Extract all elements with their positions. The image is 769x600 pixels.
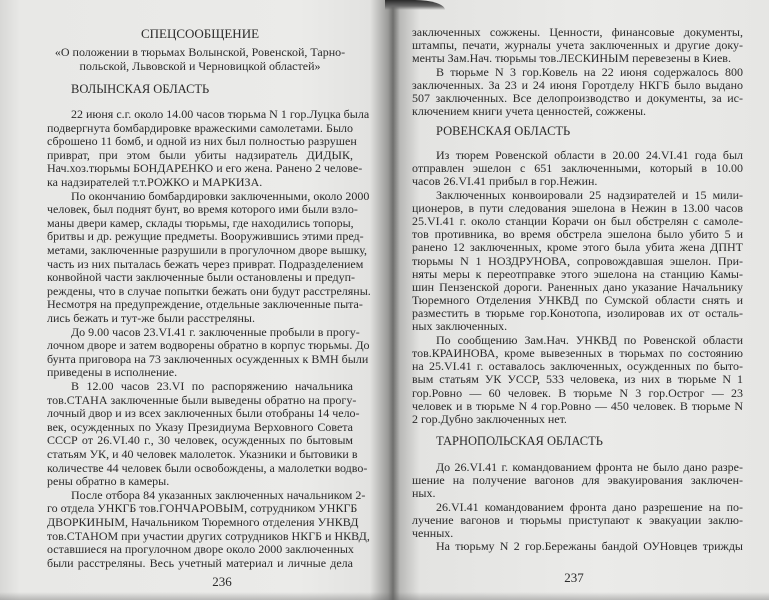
text-line: В 12.00 часов 23.VI по распоряжению начальника: [71, 379, 353, 393]
text-line: ных заключенных.: [412, 319, 508, 334]
text-line: До 9.00 часов 23.VI.41 г. заключенные пробыли в прогу-: [71, 324, 360, 339]
text-line: ранено 12 заключенных, кроме этого была убита жена ДПНТ: [412, 240, 743, 255]
text-line: До 26.VI.41 г. командованием фронта не было дано разре-: [436, 460, 743, 474]
text-line: заключенных сожжены. Ценности, финансовые документы,: [412, 25, 743, 39]
text-line: тюрьмы N 1 НОЗДРУНОВА, сопровождавшая эшелон. При-: [412, 253, 743, 268]
paragraph: [412, 501, 743, 541]
text-line: метами, заключенные разрушили в прогулочном дворе вышку,: [47, 242, 368, 257]
text-line: ключением книги учета ценностей, сожжены.: [412, 104, 647, 119]
paragraph: [47, 324, 370, 380]
text-line: ДВОРКИНЫМ, Начальником Тюремного отделения УНКВД: [47, 514, 359, 529]
text-line: Несмотря на предупреждение, отдельные заключенные пыта-: [47, 297, 363, 312]
paragraph: [412, 461, 743, 501]
document-title: [47, 27, 353, 41]
text-line: 22 июня с.г. около 14.00 часов тюрьма N 1 гор.Луцка была: [71, 107, 370, 121]
text-line: го отдела УНКГБ тов.ГОНЧАРОВЫМ, сотрудником УНКГБ: [47, 501, 358, 516]
page-bottom-edge: [0, 592, 769, 600]
text-line: РОВЕНСКАЯ ОБЛАСТЬ: [436, 124, 571, 138]
text-line: маны двери камер, склады тюрьмы, где находились топоры,: [47, 215, 354, 230]
text-line: штампы, печати, журналы учета заключенных и другие доку-: [412, 38, 743, 53]
text-line: 2 гор.Дубно заключенных нет.: [412, 411, 567, 426]
text-line: тов противника, во время обстрела эшелона было убито 5 и: [412, 227, 743, 242]
page-number-right: 237: [564, 570, 584, 585]
text-line: бунта приговора на 73 заключенных осужденных к ВМН были: [47, 351, 369, 366]
text-line: шин Пензенской дороги. Раненных дано указание Начальнику: [412, 279, 743, 294]
text-line: гор.Ровно — 60 человек. В тюрьме N 3 гор.Острог — 23: [412, 385, 743, 400]
text-line: ТАРНОПОЛЬСКАЯ ОБЛАСТЬ: [436, 434, 603, 448]
paragraph: [412, 540, 743, 553]
text-line: тов.СТАНА заключенные были выведены обратно на прогу-: [47, 392, 357, 407]
text-line: заключенных. За 23 и 24 июня Горотделу НКГБ было выдано: [412, 77, 743, 92]
text-line: польской, Львовской и Черновицкой областей»: [79, 58, 321, 73]
paragraph: [412, 149, 743, 189]
text-line: на 25.VI.41 г. оставалось заключенных, осужденных по быто-: [412, 359, 743, 374]
text-line: тов.СТАНОМ при участии других сотрудников НКГБ и НКВД,: [47, 528, 370, 543]
text-line: человек, был поднят бунт, во время которого ими были взло-: [47, 202, 358, 217]
text-line: ка надзирателей т.т.РОЖКО и МАРКИЗА.: [47, 174, 263, 189]
text-line: ченных.: [412, 525, 454, 540]
text-line: часов 26.VI.41 прибыл в гор.Нежин.: [412, 174, 598, 189]
text-line: статьям УК, и 40 человек малолеток. Указники и бытовики в: [47, 446, 358, 461]
text-line: рены обратно в камеры.: [47, 474, 170, 489]
text-line: оставшиеся на прогулочном дворе около 2000 заключенных: [47, 542, 354, 557]
text-line: Тюремного Отделения УНКВД по Сумской области снять и: [412, 293, 743, 308]
text-line: «О положении в тюрьмах Волынской, Ровенской, Тарно-: [54, 45, 346, 59]
section-heading: [47, 83, 353, 97]
text-line: приведены в исполнение.: [47, 365, 178, 380]
text-line: В тюрьме N 3 гор.Ковель на 22 июня содержалось 800: [436, 64, 743, 79]
text-line: ционеров, в пути следования эшелона в Нежин в 13.00 часов: [412, 200, 743, 215]
text-line: человек и в тюрьме N 4 гор.Ровно — 450 человек. В тюрьме N: [412, 398, 743, 413]
page-number-left: 236: [212, 574, 232, 589]
text-line: По окончанию бомбардировки заключенными, около 2000: [71, 188, 370, 203]
paragraph: [412, 26, 743, 66]
text-line: СССР от 26.VI.40 г., 30 человек, осужденных по бытовым: [47, 433, 353, 448]
text-line: разместить в тюрьме гор.Конотопа, изолировав их от осталь-: [412, 306, 743, 321]
text-line: 507 заключенных. Все делопроизводство и документы, за ис-: [412, 90, 743, 105]
text-line: отправлен эшелон с 651 заключенными, который в 10.00: [412, 161, 743, 176]
text-line: лочном дворе и затем водворены обратно в корпус тюрьмы. До: [47, 338, 370, 353]
paragraph: [412, 189, 743, 334]
text-line: часть из них пыталась бежать через приврат. Подразделением: [47, 256, 364, 271]
text-line: 25.VI.41 г. около станции Корачи он был обстрелян с самоле-: [412, 213, 743, 228]
text-line: сброшено 11 бомб, и одной из них был полностью разрушен: [47, 134, 357, 149]
text-line: Нач.хоз.тюрьмы БОНДАРЕНКО и его жена. Ранено 2 челове-: [47, 161, 363, 176]
text-line: няты меры к переотправке этого эшелона на станцию Камы-: [412, 266, 743, 281]
text-line: реждены, что в случае попытки бежать они будут расстреляны.: [47, 283, 371, 298]
text-line: После отбора 84 указанных заключенных начальником 2-: [71, 487, 366, 502]
text-line: вым статьям УК УССР, 533 человека, из них в тюрьме N 1: [412, 372, 743, 387]
text-line: лучение вагонов и тюрьмы приступают к эвакуации заклю-: [412, 512, 743, 527]
text-line: 26.VI.41 командованием фронта дано разрешение на по-: [436, 499, 743, 514]
section-heading: [412, 435, 743, 448]
text-line: Заключенных конвоировали 25 надзирателей и 15 мили-: [436, 187, 743, 202]
text-line: шение на получение вагонов для эвакуирования заключен-: [412, 473, 743, 488]
text-line: лись бежать и тут-же были расстреляны.: [47, 310, 255, 325]
section-heading: [412, 125, 743, 138]
text-line: количестве 44 человек были освобождены, а малолетки водво-: [47, 460, 368, 475]
paragraph: [412, 66, 743, 119]
text-line: Из тюрем Ровенской области в 20.00 24.VI.41 года был: [436, 148, 743, 162]
text-line: бритвы и др. режущие предметы. Вооружившись этими пред-: [47, 229, 364, 244]
document-subtitle: [47, 46, 353, 73]
text-line: приврат, при этом были убиты надзиратель ДИДЫК,: [47, 147, 353, 162]
text-line: На тюрьму N 2 гор.Бережаны бандой ОУНовцев трижды: [436, 539, 743, 554]
text-line: век, осужденных по Указу Президиума Верховного Совета: [47, 419, 353, 434]
text-line: лочный двор и из всех заключенных были отобраны 14 чело-: [47, 406, 360, 421]
paragraph: [47, 188, 371, 326]
paragraph: [412, 334, 743, 426]
paragraph: [47, 107, 370, 190]
text-line: ных.: [412, 486, 436, 501]
text-line: ВОЛЫНСКАЯ ОБЛАСТЬ: [71, 82, 210, 96]
text-line: тов.КРАИНОВА, кроме вывезенных в тюрьмах по состоянию: [412, 345, 743, 360]
text-line: СПЕЦСООБЩЕНИЕ: [140, 26, 260, 41]
text-line: подвергнута бомбардировке вражескими самолетами. Было: [47, 120, 353, 135]
text-line: конвойной части заключенные были остановлены и предуп-: [47, 270, 356, 285]
paragraph: [47, 379, 368, 489]
paragraph: [47, 487, 370, 571]
text-line: были расстреляны. Весь учетный материал и личные дела: [47, 555, 353, 570]
text-line: менты Зам.Нач. тюрьмы тов.ЛЕСКИНЫМ перевезены в Киев.: [412, 51, 731, 66]
text-line: По сообщению Зам.Нач. УНКВД по Ровенской области: [436, 332, 743, 347]
